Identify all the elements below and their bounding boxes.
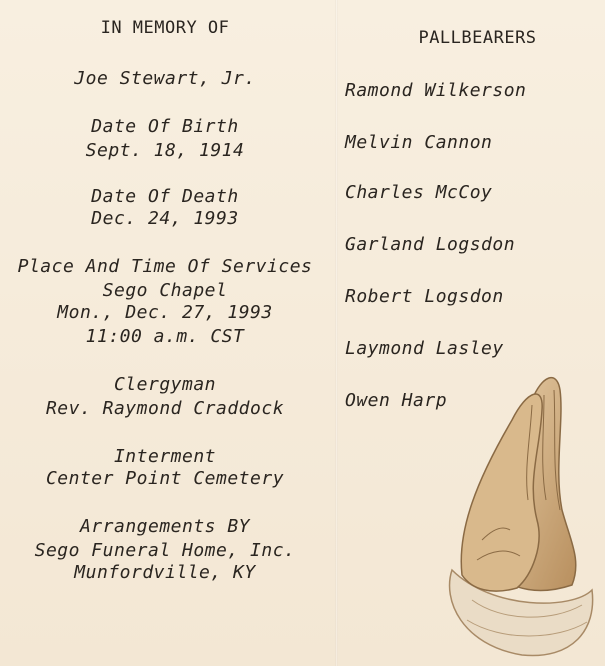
- services-place: Sego Chapel: [102, 280, 228, 301]
- arrangements-label: Arrangements BY: [79, 516, 251, 537]
- birth-date: Sept. 18, 1914: [85, 140, 245, 161]
- clergy-label: Clergyman: [113, 374, 217, 395]
- fold-crease: [335, 0, 338, 666]
- arrangements-city: Munfordville, KY: [74, 562, 256, 583]
- pallbearers-heading: PALLBEARERS: [418, 28, 537, 48]
- deceased-name: Joe Stewart, Jr.: [74, 68, 256, 89]
- services-label: Place And Time Of Services: [17, 256, 313, 277]
- death-label: Date Of Death: [91, 186, 239, 207]
- services-time: 11:00 a.m. CST: [85, 326, 245, 347]
- pallbearer-name: Robert Logsdon: [345, 286, 504, 307]
- pallbearer-name: Charles McCoy: [345, 182, 493, 203]
- pallbearer-name: Owen Harp: [345, 390, 448, 411]
- pallbearer-name: Melvin Cannon: [345, 132, 493, 153]
- interment-label: Interment: [113, 446, 217, 467]
- pallbearer-name: Garland Logsdon: [345, 234, 516, 255]
- pallbearer-name: Ramond Wilkerson: [345, 80, 527, 101]
- praying-hands-icon: [432, 360, 602, 660]
- death-date: Dec. 24, 1993: [91, 208, 239, 229]
- pallbearer-name: Laymond Lasley: [345, 338, 504, 359]
- memory-heading: IN MEMORY OF: [100, 18, 230, 38]
- arrangements-home: Sego Funeral Home, Inc.: [34, 540, 296, 561]
- interment-place: Center Point Cemetery: [45, 468, 285, 489]
- services-date: Mon., Dec. 27, 1993: [57, 302, 273, 323]
- clergy-name: Rev. Raymond Craddock: [45, 398, 285, 419]
- birth-label: Date Of Birth: [91, 116, 239, 137]
